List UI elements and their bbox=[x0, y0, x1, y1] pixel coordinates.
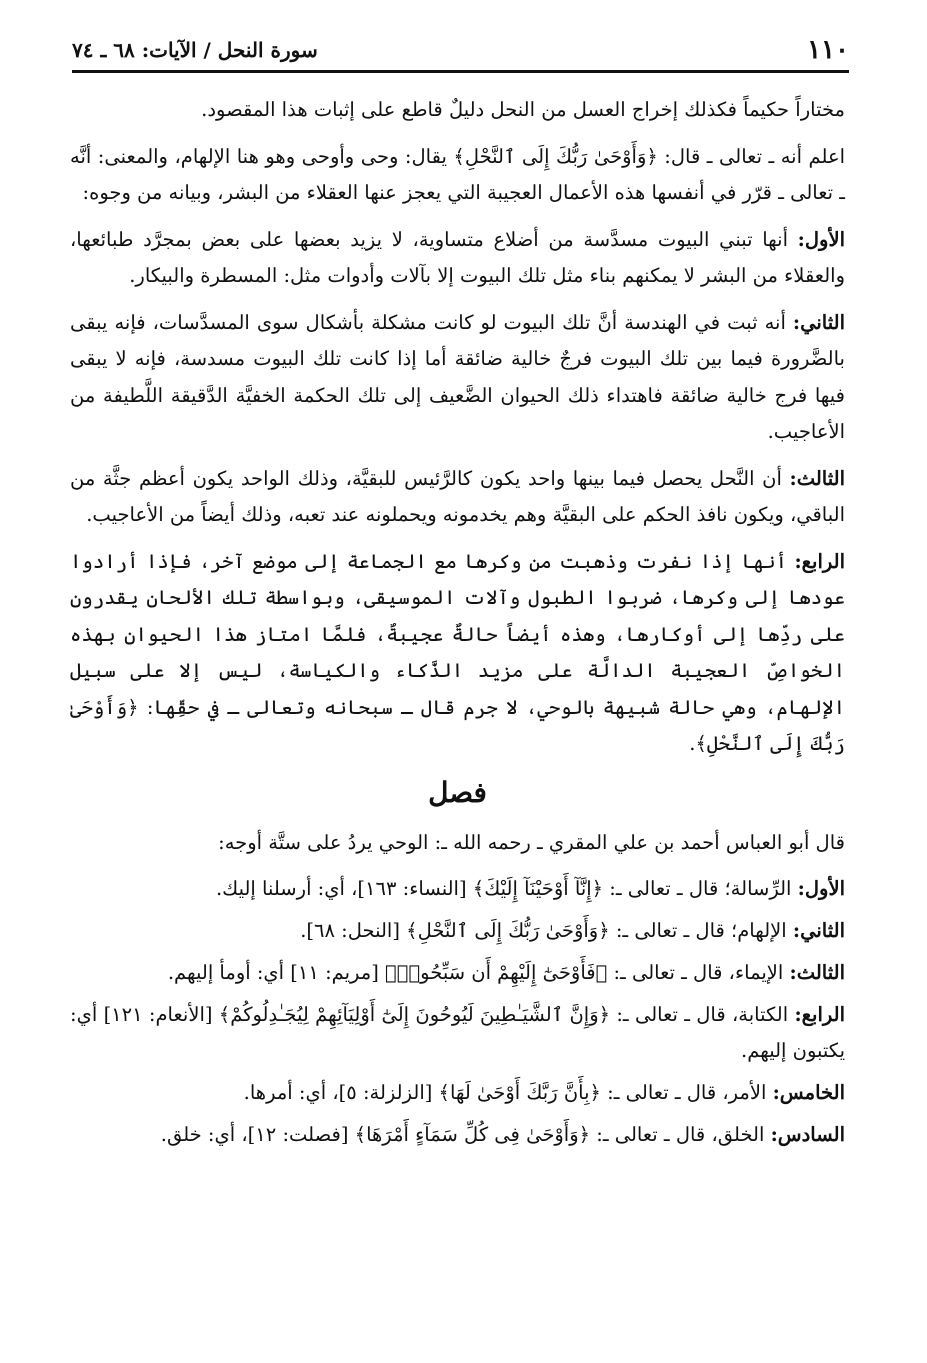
point-lead: الأول: bbox=[797, 227, 845, 251]
list-item bbox=[70, 871, 845, 907]
item-text: الإلهام؛ قال ـ تعالى ـ: ﴿وَأَوْحَىٰ رَبُّكَ إِلَى ٱلنَّحْلِ﴾ [النحل: ٦٨]. bbox=[300, 919, 793, 942]
item-lead: السادس: bbox=[770, 1123, 845, 1146]
point-lead: الرابع: bbox=[794, 549, 845, 573]
item-text: الأمر، قال ـ تعالى ـ: ﴿بِأَنَّ رَبَّكَ أَوْحَىٰ لَهَا﴾ [الزلزلة: ٥]، أي: أمرها. bbox=[243, 1081, 773, 1104]
paragraph-text: أنها تبني البيوت مسدَّسة من أضلاع متساوية، لا يزيد بعضها على بعض بمجرَّد طبائعها، والعقلاء من البشر لا يمكنهم بناء مثل تلك البيوت إلا بآلات وأدوات مثل: المسطرة والبيكار. bbox=[70, 227, 845, 287]
item-lead: الرابع: bbox=[794, 1003, 845, 1026]
list-item bbox=[70, 913, 845, 949]
paragraph bbox=[70, 92, 845, 129]
paragraph-text: مختاراً حكيماً فكذلك إخراج العسل من النحل دليلٌ قاطع على إثبات هذا المقصود. bbox=[201, 98, 845, 121]
item-text: الرِّسالة؛ قال ـ تعالى ـ: ﴿إِنَّآ أَوْحَيْنَآ إِلَيْكَ﴾ [النساء: ١٦٣]، أي: أرسلنا إليك. bbox=[215, 877, 798, 900]
paragraph bbox=[70, 461, 845, 534]
paragraph-text: اعلم أنه ـ تعالى ـ قال: ﴿وَأَوْحَىٰ رَبُّكَ إِلَى ٱلنَّحْلِ﴾ يقال: وحى وأوحى وهو هنا الإلهام، والمعنى: أنَّه ـ تعالى ـ قرّر في أنفسها هذه الأعمال العجيبة التي يعجز عنها العقلاء من البشر، وبيانه من وجوه: bbox=[70, 144, 845, 204]
running-head: سورة النحل / الآيات: ٦٨ ـ ٧٤ bbox=[72, 38, 318, 62]
item-text: الإيماء، قال ـ تعالى ـ: ﴿فَأَوْحَىٰٓ إِلَيْهِمْ أَن سَبِّحُوا۟﴾ [مريم: ١١] أي: أومأ إليهم. bbox=[167, 961, 790, 984]
item-lead: الثالث: bbox=[789, 961, 845, 984]
point-lead: الثالث: bbox=[789, 466, 845, 490]
paragraph-text: أنها إذا نفرت وذهبت من وكرها مع الجماعة إلى موضع آخر، فإذا أرادوا عودها إلى وكرها، ضربوا الطبول وآلات الموسيقى، وبواسطة تلك الألحان يقدرون على ردِّها إلى أوكارها، وهذه أيضاً حالةٌ عجيبةٌ، فلمَّا امتاز هذا الحيوان بهذه الخواصِّ العجيبة الدالَّة على مزيد الذَّكاء والكياسة، ليس إلا على سبيل الإلهام، وهي حالة شبيهة بالوحي، لا جرم قال ـ سبحانه وتعالى ـ في حقِّها: ﴿وَأَوْحَىٰ رَبُّكَ إِلَى ٱلنَّحْلِ﴾. bbox=[70, 549, 845, 755]
item-text: الكتابة، قال ـ تعالى ـ: ﴿وَإِنَّ ٱلشَّيَـٰطِينَ لَيُوحُونَ إِلَىٰٓ أَوْلِيَآئِهِمْ لِيُجَـٰدِلُوكُمْ﴾ [الأنعام: ١٢١] أي: يكتبون إليهم. bbox=[70, 1003, 845, 1062]
item-lead: الخامس: bbox=[772, 1081, 845, 1104]
paragraph bbox=[70, 305, 845, 451]
meanings-list bbox=[70, 871, 845, 1153]
list-item bbox=[70, 1117, 845, 1153]
intro-paragraph bbox=[70, 825, 845, 862]
paragraph-text: أنه ثبت في الهندسة أنَّ تلك البيوت لو كانت مشكلة بأشكال سوى المسدَّسات، فإنه يبقى بالضَّرورة فيما بين تلك البيوت فرجٌ خالية ضائقة أما إذا كانت تلك البيوت مسدسة، فإنه لا يبقى فيها فرج خالية ضائقة فاهتداء ذلك الحيوان الضَّعيف إلى تلك الحكمة الخفيَّة الدَّقيقة اللَّطيفة من الأعاجيب. bbox=[70, 310, 845, 443]
paragraph bbox=[70, 139, 845, 212]
paragraph bbox=[70, 222, 845, 295]
point-lead: الثاني: bbox=[792, 310, 845, 334]
paragraph bbox=[70, 544, 845, 763]
section-title: فصل bbox=[428, 775, 487, 809]
item-lead: الثاني: bbox=[792, 919, 845, 942]
page-number: ١١٠ bbox=[807, 35, 849, 65]
list-item bbox=[70, 1075, 845, 1111]
list-item bbox=[70, 997, 845, 1069]
item-lead: الأول: bbox=[797, 877, 845, 900]
list-item bbox=[70, 955, 845, 991]
item-text: الخلق، قال ـ تعالى ـ: ﴿وَأَوْحَىٰ فِى كُلِّ سَمَآءٍ أَمْرَهَا﴾ [فصلت: ١٢]، أي: خلق. bbox=[160, 1123, 771, 1146]
paragraph-text: أن النَّحل يحصل فيما بينها واحد يكون كالرَّئيس للبقيَّة، وذلك الواحد يكون أعظم جثَّة من الباقي، ويكون نافذ الحكم على البقيَّة وهم يخدمونه ويحملونه عند تعبه، وذلك أيضاً من الأعاجيب. bbox=[70, 466, 845, 526]
page-header bbox=[72, 30, 849, 73]
page-body bbox=[70, 92, 845, 1159]
paragraph-text: قال أبو العباس أحمد بن علي المقري ـ رحمه الله ـ: الوحي يردُ على ستَّة أوجه: bbox=[218, 830, 845, 854]
